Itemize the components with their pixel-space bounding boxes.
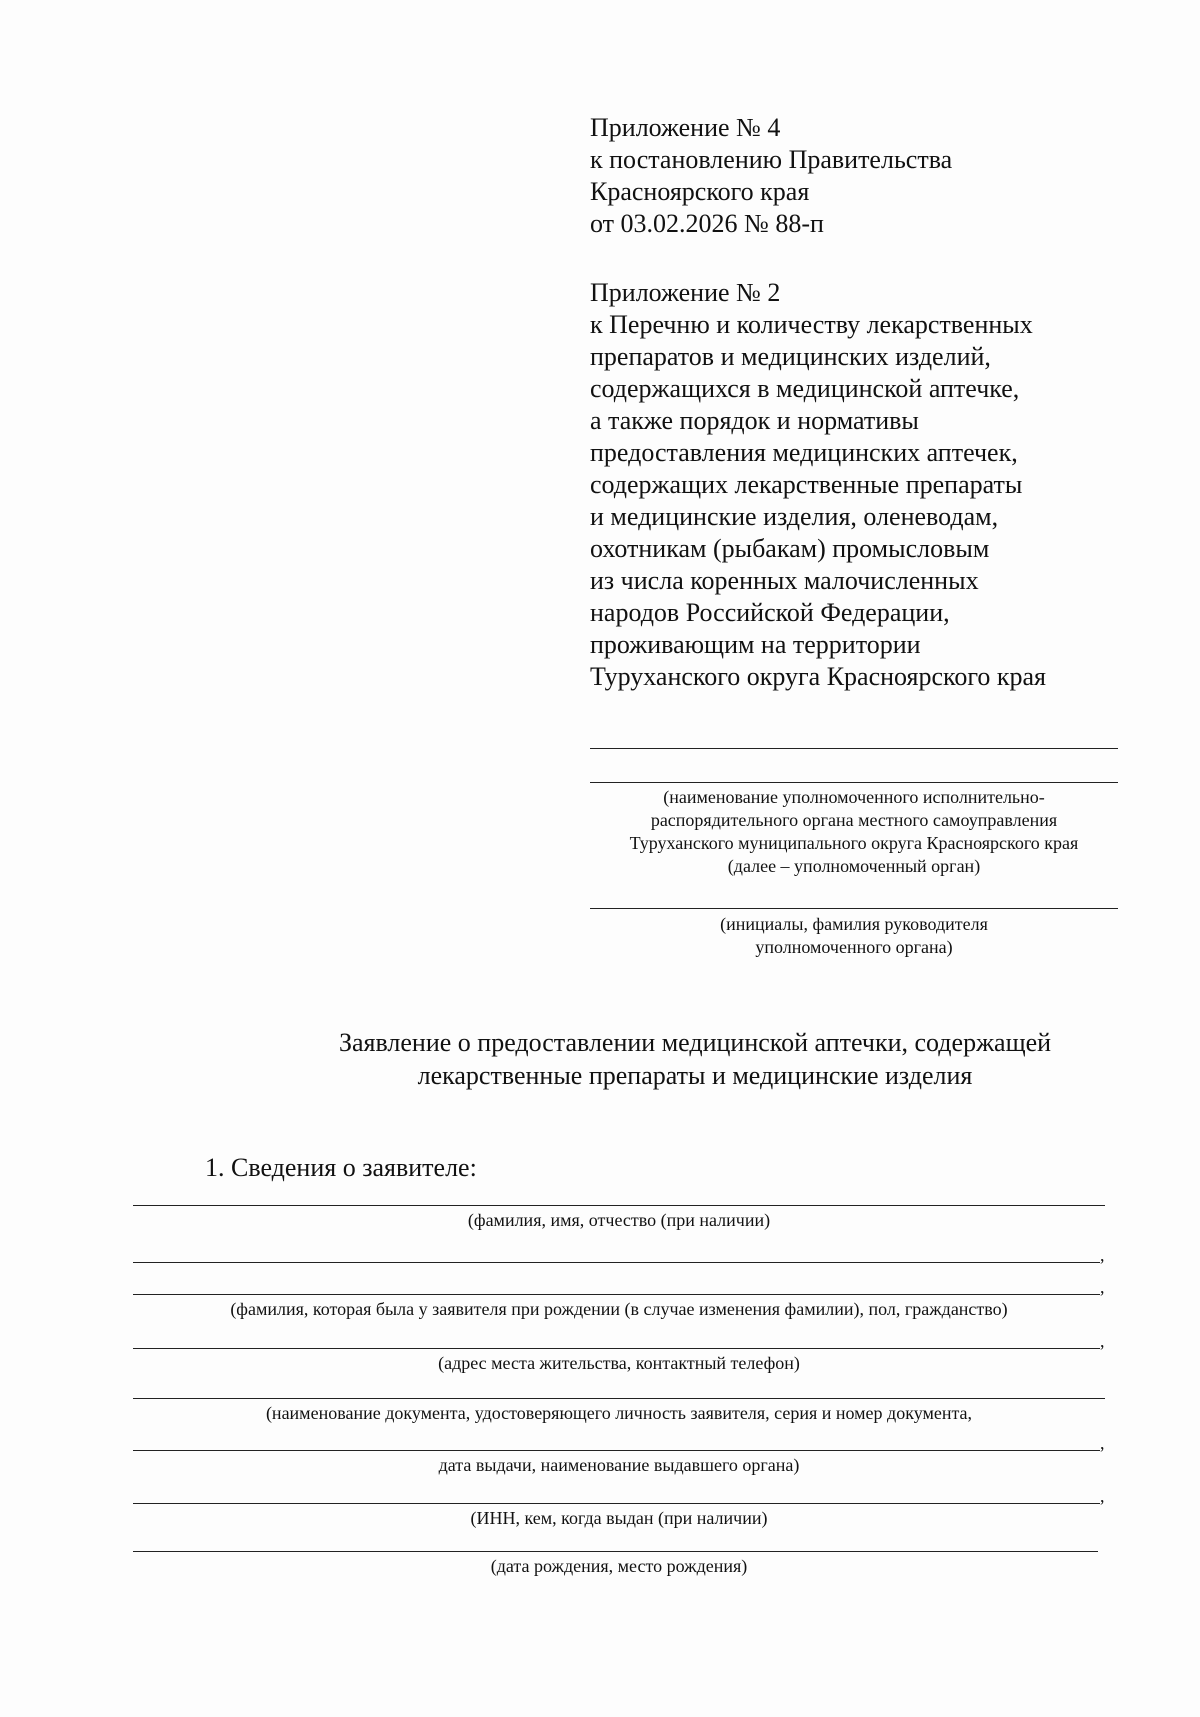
head-name-line[interactable] bbox=[590, 908, 1118, 909]
appendix-2-line: проживающим на территории bbox=[590, 630, 921, 659]
appendix-2-line: к Перечню и количеству лекарственных bbox=[590, 310, 1033, 339]
birth-line[interactable] bbox=[133, 1551, 1098, 1552]
appendix-4-line: Красноярского края bbox=[590, 177, 810, 206]
comma-mark: , bbox=[1100, 1277, 1105, 1297]
id-document-caption: (наименование документа, удостоверяющего личность заявителя, серия и номер документа, bbox=[265, 1403, 973, 1423]
organ-caption bbox=[590, 786, 1118, 878]
document-title bbox=[0, 1026, 1200, 1092]
appendix-2-line: препаратов и медицинских изделий, bbox=[590, 342, 991, 371]
organ-caption-line: распорядительного органа местного самоуправления bbox=[650, 810, 1058, 830]
organ-caption-line: (наименование уполномоченного исполнительно- bbox=[663, 787, 1045, 807]
appendix-4-line: к постановлению Правительства bbox=[590, 145, 953, 174]
appendix-2-line: предоставления медицинских аптечек, bbox=[590, 438, 1018, 467]
appendix-2-line: народов Российской Федерации, bbox=[590, 598, 950, 627]
appendix-4-header bbox=[590, 112, 952, 240]
organ-caption-line: (далее – уполномоченный орган) bbox=[727, 856, 981, 876]
appendix-2-header bbox=[590, 277, 1046, 693]
head-caption bbox=[590, 913, 1118, 959]
comma-mark: , bbox=[1100, 1486, 1105, 1506]
title-line: Заявление о предоставлении медицинской аптечки, содержащей bbox=[338, 1028, 1052, 1057]
birth-caption: (дата рождения, место рождения) bbox=[490, 1556, 748, 1576]
inn-line[interactable] bbox=[133, 1503, 1100, 1504]
appendix-4-line: Приложение № 4 bbox=[590, 113, 781, 142]
appendix-2-line: а также порядок и нормативы bbox=[590, 406, 919, 435]
appendix-2-line: Туруханского округа Красноярского края bbox=[590, 662, 1047, 691]
address-caption: (адрес места жительства, контактный телефон) bbox=[438, 1353, 800, 1373]
comma-mark: , bbox=[1100, 1433, 1105, 1453]
full-name-line[interactable] bbox=[133, 1205, 1105, 1206]
organ-name-line-1[interactable] bbox=[590, 748, 1118, 749]
id-issue-caption: дата выдачи, наименование выдавшего органа) bbox=[438, 1455, 800, 1475]
full-name-caption: (фамилия, имя, отчество (при наличии) bbox=[467, 1210, 771, 1230]
birth-surname-line-2[interactable] bbox=[133, 1294, 1100, 1295]
appendix-2-line: Приложение № 2 bbox=[590, 278, 781, 307]
organ-caption-line: Туруханского муниципального округа Красноярского края bbox=[629, 833, 1079, 853]
section-1-heading: 1. Сведения о заявителе: bbox=[205, 1153, 477, 1182]
comma-mark: , bbox=[1100, 1245, 1105, 1265]
head-caption-line: (инициалы, фамилия руководителя bbox=[720, 914, 988, 934]
inn-caption: (ИНН, кем, когда выдан (при наличии) bbox=[470, 1508, 768, 1528]
birth-surname-caption: (фамилия, которая была у заявителя при рождении (в случае изменения фамилии), пол, гражданство) bbox=[230, 1299, 1008, 1319]
appendix-4-line: от 03.02.2026 № 88-п bbox=[590, 209, 824, 238]
birth-surname-line-1[interactable] bbox=[133, 1262, 1100, 1263]
appendix-2-line: из числа коренных малочисленных bbox=[590, 566, 979, 595]
title-line: лекарственные препараты и медицинские изделия bbox=[417, 1061, 973, 1090]
address-line[interactable] bbox=[133, 1348, 1100, 1349]
id-issue-line[interactable] bbox=[133, 1450, 1100, 1451]
comma-mark: , bbox=[1100, 1331, 1105, 1351]
head-caption-line: уполномоченного органа) bbox=[755, 937, 953, 957]
organ-name-line-2[interactable] bbox=[590, 782, 1118, 783]
appendix-2-line: и медицинские изделия, оленеводам, bbox=[590, 502, 999, 531]
appendix-2-line: содержащихся в медицинской аптечке, bbox=[590, 374, 1020, 403]
appendix-2-line: охотникам (рыбакам) промысловым bbox=[590, 534, 990, 563]
appendix-2-line: содержащих лекарственные препараты bbox=[590, 470, 1023, 499]
id-document-line[interactable] bbox=[133, 1398, 1105, 1399]
